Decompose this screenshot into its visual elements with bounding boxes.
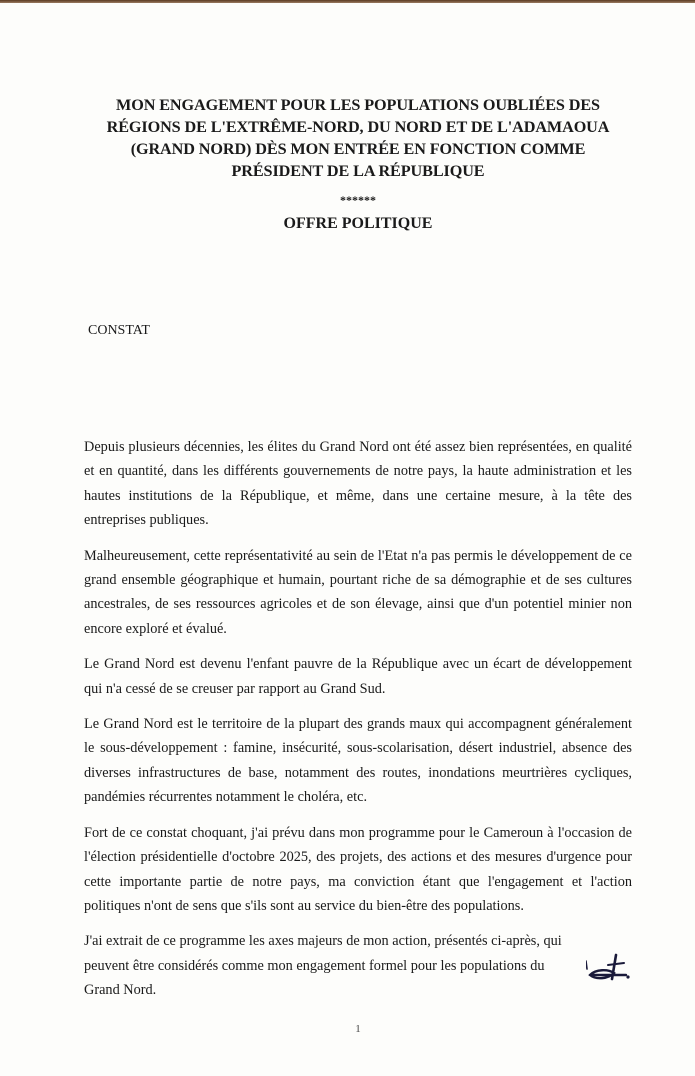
paragraph: Le Grand Nord est devenu l'enfant pauvre de la République avec un écart de développement qui n'a cessé de se creuser par rapport au Grand Sud. [84, 656, 632, 697]
signature-icon [586, 949, 632, 983]
document-subtitle: OFFRE POLITIQUE [283, 215, 433, 232]
separator: ****** [340, 193, 376, 207]
paragraph: Fort de ce constat choquant, j'ai prévu dans mon programme pour le Cameroun à l'occasion de l'élection présidentielle d'octobre 2025, des projets, des actions et des mesures d'urgence pour cette importante partie de notre pays, ma conviction étant que l'engagement et l'action politiques n'ont de sens que s'ils sont au service du bien-être des populations. [84, 824, 632, 914]
document-body [84, 435, 632, 1014]
title-line: (GRAND NORD) DÈS MON ENTRÉE EN FONCTION COMME [130, 140, 586, 158]
section-heading: CONSTAT [88, 323, 150, 338]
document-page [0, 3, 695, 1076]
closing-row [84, 929, 632, 1013]
paragraph: Malheureusement, cette représentativité au sein de l'Etat n'a pas permis le développement de ce grand ensemble géographique et humain, pourtant riche de sa démographie et de ses cultures ancestrales, de ses ressources agricoles et de son élevage, ainsi que d'un potentiel minier non encore exploré et évalué. [84, 547, 632, 637]
paragraph: J'ai extrait de ce programme les axes majeurs de mon action, présentés ci-après, qui peuvent être considérés comme mon engagement formel pour les populations du Grand Nord. [84, 933, 562, 999]
document-title [88, 94, 628, 182]
paragraph: Le Grand Nord est le territoire de la plupart des grands maux qui accompagnent généralement le sous-développement : famine, insécurité, sous-scolarisation, désert industriel, absence des diverses infrastructures de base, notamment des routes, inondations meurtrières cycliques, pandémies récurrentes notamment le choléra, etc. [84, 716, 632, 806]
title-line: MON ENGAGEMENT POUR LES POPULATIONS OUBLIÉES DES [116, 96, 600, 114]
title-line: PRÉSIDENT DE LA RÉPUBLIQUE [231, 162, 485, 180]
paragraph: Depuis plusieurs décennies, les élites du Grand Nord ont été assez bien représentées, en qualité et en quantité, dans les différents gouvernements de notre pays, la haute administration et les hautes institutions de la République, et même, dans une certaine mesure, à la tête des entreprises publiques. [84, 439, 632, 529]
page-number: 1 [355, 1022, 361, 1035]
title-line: RÉGIONS DE L'EXTRÊME-NORD, DU NORD ET DE L'ADAMAOUA [106, 118, 610, 136]
